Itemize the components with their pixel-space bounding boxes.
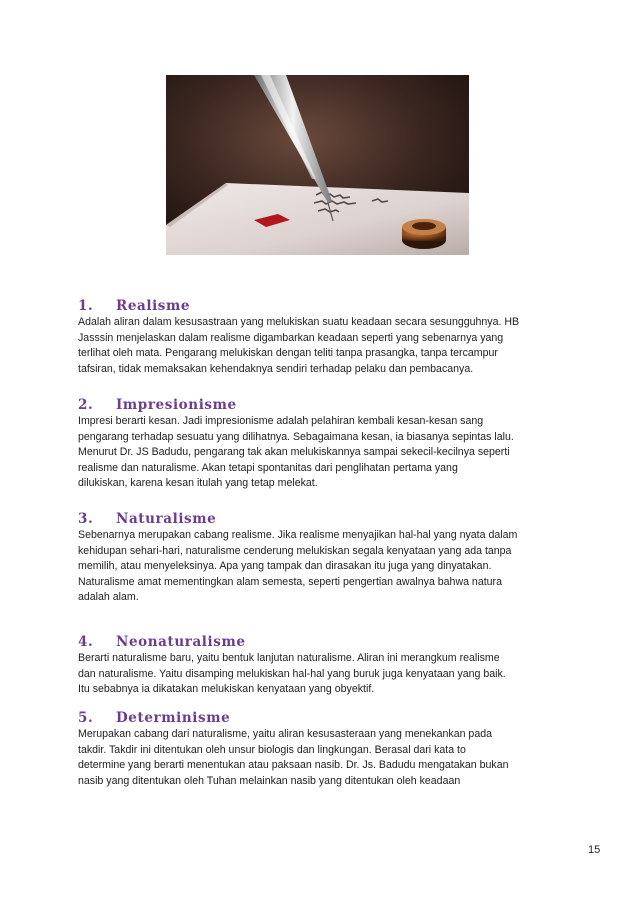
body-line: determine yang berarti menentukan atau paksaan nasib. Dr. Js. Badudu mengatakan bukan [78,759,509,772]
body-line: terlihat oleh mata. Pengarang melukiskan dengan teliti tanpa prasangka, tanpa tercampur [78,347,498,360]
body-line: takdir. Takdir ini ditentukan oleh unsur biologis dan lingkungan. Berasal dari kata to [78,743,466,756]
body-line: Impresi berarti kesan. Jadi impresionisme adalah pelahiran kembali kesan-kesan sang [78,415,484,427]
section-number: 1. [78,298,94,314]
body-line: memilih, atau menyeleksinya. Apa yang tampak dan dirasakan itu juga yang dinyatakan. [78,560,492,573]
body-line: Jasssin menjelaskan dalam realisme digambarkan keadaan seperti yang sebenarnya yang [78,331,504,344]
body-line: Adalah aliran dalam kesusastraan yang melukiskan suatu keadaan secara sesungguhnya. HB [78,316,520,328]
section-heading [78,396,563,414]
body-line: realisme dan naturalisme. Akan tetapi spontanitas dari penglihatan pertama yang [78,461,458,474]
section-number: 2. [78,397,94,413]
section-title: Naturalisme [116,511,217,527]
section-neonaturalisme [78,633,563,698]
pen-writing-illustration [166,75,469,255]
section-title: Neonaturalisme [116,634,246,650]
section-naturalisme [78,510,563,606]
section-heading [78,633,563,651]
body-line: Berarti naturalisme baru, yaitu bentuk lanjutan naturalisme. Aliran ini merangkum realisme [78,652,500,664]
section-title: Impresionisme [116,397,237,413]
section-heading [78,709,563,727]
body-line: Sebenarnya merupakan cabang realisme. Jika realisme menyajikan hal-hal yang nyata dalam [78,529,518,541]
section-title: Realisme [116,298,191,314]
body-line: tafsiran, tidak memaksakan kehendaknya sendiri terhadap pelaku dan pembacanya. [78,362,474,375]
section-number: 4. [78,634,94,650]
body-line: pengarang terhadap sesuatu yang dilihatnya. Sebagaimana kesan, ia biasanya sepintas lalu. [78,430,514,443]
section-heading [78,297,563,315]
section-impresionisme [78,396,563,492]
page-number: 15 [588,844,601,856]
body-line: adalah alam. [78,591,139,604]
body-line: kehidupan sehari-hari, naturalisme cenderung melukiskan segala kenyataan yang ada tanpa [78,544,512,557]
pen-writing-photo [166,75,469,255]
body-line: nasib yang ditentukan oleh Tuhan melainkan nasib yang ditentukan oleh keadaan [78,774,461,787]
section-title: Determinisme [116,710,231,726]
section-determinisme [78,709,563,789]
section-number: 3. [78,511,94,527]
section-realisme [78,297,563,377]
section-number: 5. [78,710,94,726]
body-line: Merupakan cabang dari naturalisme, yaitu aliran kesusasteraan yang menekankan pada [78,728,492,740]
body-line: Menurut Dr. JS Badudu, pengarang tak akan melukiskannya sampai sekecil-kecilnya seperti [78,446,510,459]
body-line: dilukiskan, karena kesan itulah yang tetap melekat. [78,477,318,490]
body-line: Naturalisme amat mementingkan alam semesta, seperti pengertian awalnya bahwa natura [78,575,502,588]
body-line: Itu sebabnya ia dikatakan melukiskan kenyataan yang obyektif. [78,683,375,696]
section-heading [78,510,563,528]
body-line: dan naturalisme. Yaitu disamping melukiskan hal-hal yang buruk juga kenyataan yang baik. [78,667,506,680]
